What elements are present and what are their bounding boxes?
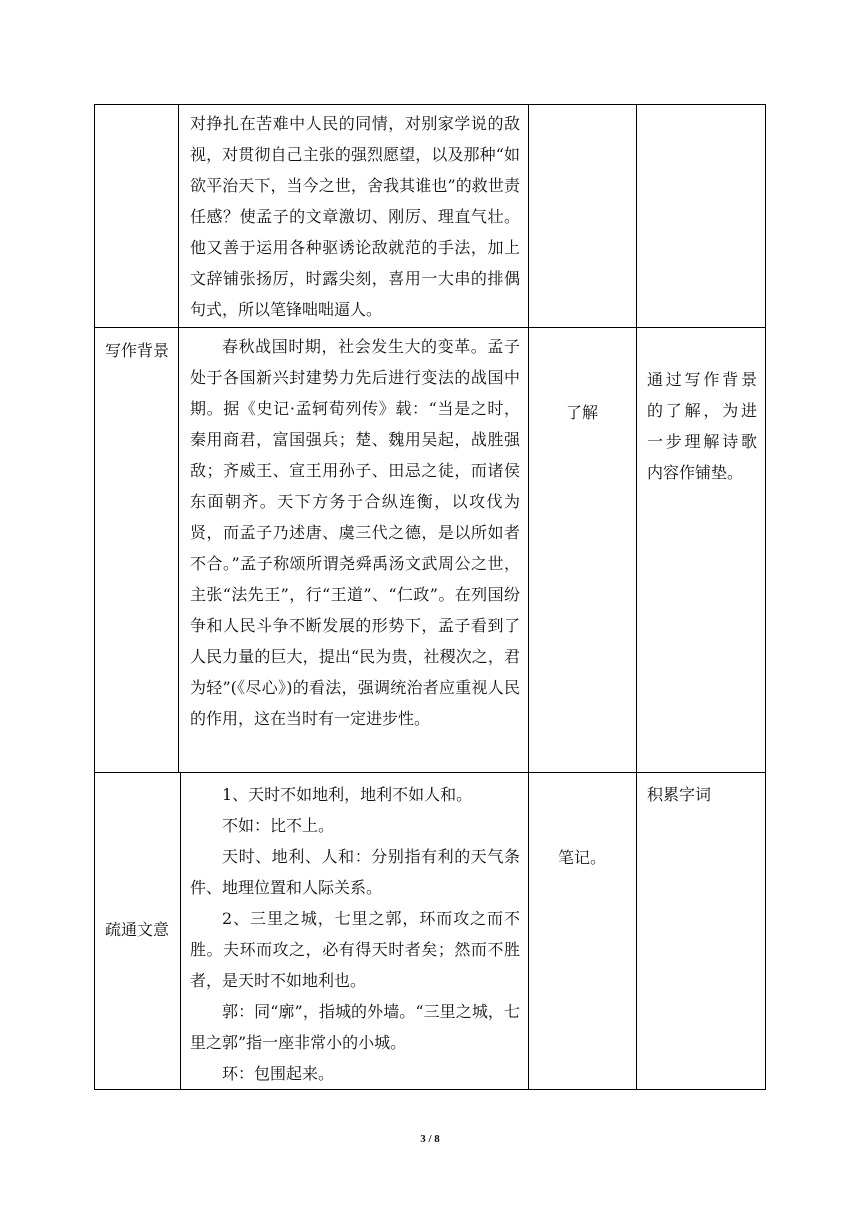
row2-content <box>190 331 520 734</box>
row3-intent <box>647 779 757 810</box>
row3-line-6: 环：包围起来。 <box>222 1064 335 1083</box>
page-number: 3 / 8 <box>420 1133 440 1145</box>
row2-intent-text: 通过写作背景的了解，为进一步理解诗歌内容作铺垫。 <box>647 370 757 482</box>
table-rule-col1b <box>180 772 181 1090</box>
row3-activity-text: 笔记。 <box>557 848 606 867</box>
row3-intent-text: 积累字词 <box>647 785 712 804</box>
row3-line-1: 1、天时不如地利，地利不如人和。 <box>222 785 473 804</box>
table-rule-row1 <box>94 327 766 328</box>
row3-activity <box>528 842 636 873</box>
row3-line-4: 2、三里之城，七里之郭，环而攻之而不胜。夫环而攻之，必有得天时者矣；然而不胜者，是天时不如地利也。 <box>190 909 520 990</box>
row2-activity-text: 了解 <box>565 403 598 422</box>
lesson-plan-table <box>94 104 766 1090</box>
row1-content <box>190 108 520 325</box>
row2-label-text: 写作背景 <box>104 341 169 360</box>
row3-label-text: 疏通文意 <box>104 920 169 939</box>
row3-content <box>190 779 520 1089</box>
table-rule-bottom <box>94 1089 766 1090</box>
table-rule-right <box>765 104 766 1090</box>
row2-paragraph: 春秋战国时期，社会发生大的变革。孟子处于各国新兴封建势力先后进行变法的战国中期。据《史记·孟轲荀列传》载：“当是之时，秦用商君，富国强兵；楚、魏用吴起，战胜强敌；齐威王、宣王用孙子、田忌之徒，而诸侯东面朝齐。天下方务于合纵连衡，以攻伐为贤，而孟子乃述唐、虞三代之德，是以所如者不合。”孟子称颂所谓尧舜禹汤文武周公之世，主张“法先王”，行“王道”、“仁政”。在列国纷争和人民斗争不断发展的形势下，孟子看到了人民力量的巨大，提出“民为贵，社稷次之，君为轻”(《尽心》)的看法，强调统治者应重视人民的作用，这在当时有一定进步性。 <box>190 337 520 728</box>
table-rule-col2 <box>528 104 529 1090</box>
row3-line-3: 天时、地利、人和：分别指有利的天气条件、地理位置和人际关系。 <box>190 847 520 897</box>
row2-activity <box>528 397 636 428</box>
row3-label <box>94 914 180 945</box>
row2-intent <box>647 364 757 488</box>
row1-paragraph: 对挣扎在苦难中人民的同情，对别家学说的敌视，对贯彻自己主张的强烈愿望，以及那种“如欲平治天下，当今之世，舍我其谁也”的救世责任感？使孟子的文章激切、刚厉、理直气壮。他又善于运用各种驱诱论敌就范的手法，加上文辞铺张扬厉，时露尖刻，喜用一大串的排偶句式，所以笔锋咄咄逼人。 <box>190 114 520 319</box>
table-rule-col3 <box>636 104 637 1090</box>
row3-line-5: 郭：同“廓”，指城的外墙。“三里之城，七里之郭”指一座非常小的小城。 <box>190 1002 520 1052</box>
table-rule-row2 <box>94 772 766 773</box>
table-rule-col1a <box>178 104 179 773</box>
row2-label <box>94 335 180 366</box>
row3-line-2: 不如：比不上。 <box>222 816 335 835</box>
table-rule-top <box>94 104 766 105</box>
